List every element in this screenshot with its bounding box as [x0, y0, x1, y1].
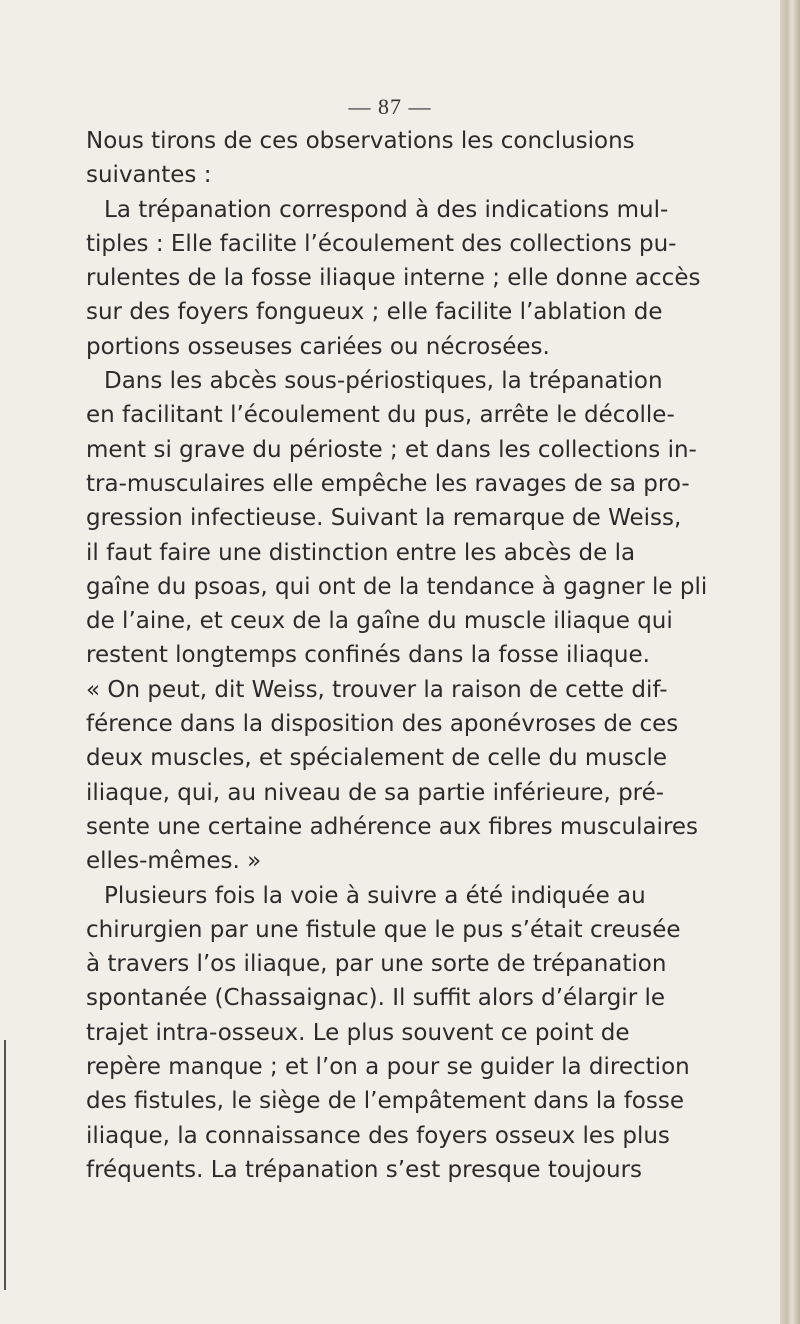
text-line: il faut faire une distinction entre les abcès de la	[86, 539, 636, 566]
page-edge-stack	[780, 0, 800, 1324]
text-line: La trépanation correspond à des indications mul-	[104, 196, 669, 223]
text-line: ment si grave du périoste ; et dans les collections in-	[86, 436, 697, 463]
text-line: de l’aine, et ceux de la gaîne du muscle iliaque qui	[86, 608, 673, 635]
text-line: restent longtemps confinés dans la fosse iliaque.	[86, 642, 650, 669]
text-line: gaîne du psoas, qui ont de la tendance à gagner le pli	[86, 573, 708, 600]
text-line: Nous tirons de ces observations les conclusions	[86, 128, 635, 154]
text-line: en facilitant l’écoulement du pus, arrête le décolle-	[86, 402, 675, 429]
text-line: « On peut, dit Weiss, trouver la raison de cette dif-	[86, 676, 668, 703]
text-line: iliaque, la connaissance des foyers osseux les plus	[86, 1122, 670, 1149]
text-line: férence dans la disposition des aponévroses de ces	[86, 711, 679, 738]
text-line: Dans les abcès sous-périostiques, la trépanation	[104, 368, 663, 395]
text-line: rulentes de la fosse iliaque interne ; elle donne accès	[86, 265, 701, 292]
text-line: chirurgien par une fistule que le pus s’était creusée	[86, 916, 681, 943]
text-line: spontanée (Chassaignac). Il suffit alors d’élargir le	[86, 985, 666, 1012]
text-line: des fistules, le siège de l’empâtement dans la fosse	[86, 1088, 684, 1115]
text-line: sente une certaine adhérence aux fibres musculaires	[86, 813, 699, 840]
text-line: elles-mêmes. »	[86, 848, 262, 875]
text-line: suivantes :	[86, 162, 212, 189]
text-line: Plusieurs fois la voie à suivre a été indiquée au	[104, 882, 646, 909]
text-line: trajet intra-osseux. Le plus souvent ce point de	[86, 1019, 630, 1046]
page-number-header: — 87 —	[348, 94, 432, 119]
text-line: sur des foyers fongueux ; elle facilite l’ablation de	[86, 299, 663, 326]
gutter-shadow-line	[4, 1040, 6, 1290]
text-line: fréquents. La trépanation s’est presque toujours	[86, 1156, 643, 1183]
text-line: gression infectieuse. Suivant la remarque de Weiss,	[86, 505, 682, 532]
page-body-text	[86, 124, 708, 1187]
text-line: portions osseuses cariées ou nécrosées.	[86, 333, 550, 360]
text-line: à travers l’os iliaque, par une sorte de trépanation	[86, 951, 667, 978]
text-line: deux muscles, et spécialement de celle du muscle	[86, 745, 668, 772]
text-line: iliaque, qui, au niveau de sa partie inférieure, pré-	[86, 779, 665, 806]
text-line: tra-musculaires elle empêche les ravages de sa pro-	[86, 470, 690, 497]
text-line: repère manque ; et l’on a pour se guider la direction	[86, 1054, 690, 1081]
text-line: tiples : Elle facilite l’écoulement des collections pu-	[86, 230, 677, 257]
